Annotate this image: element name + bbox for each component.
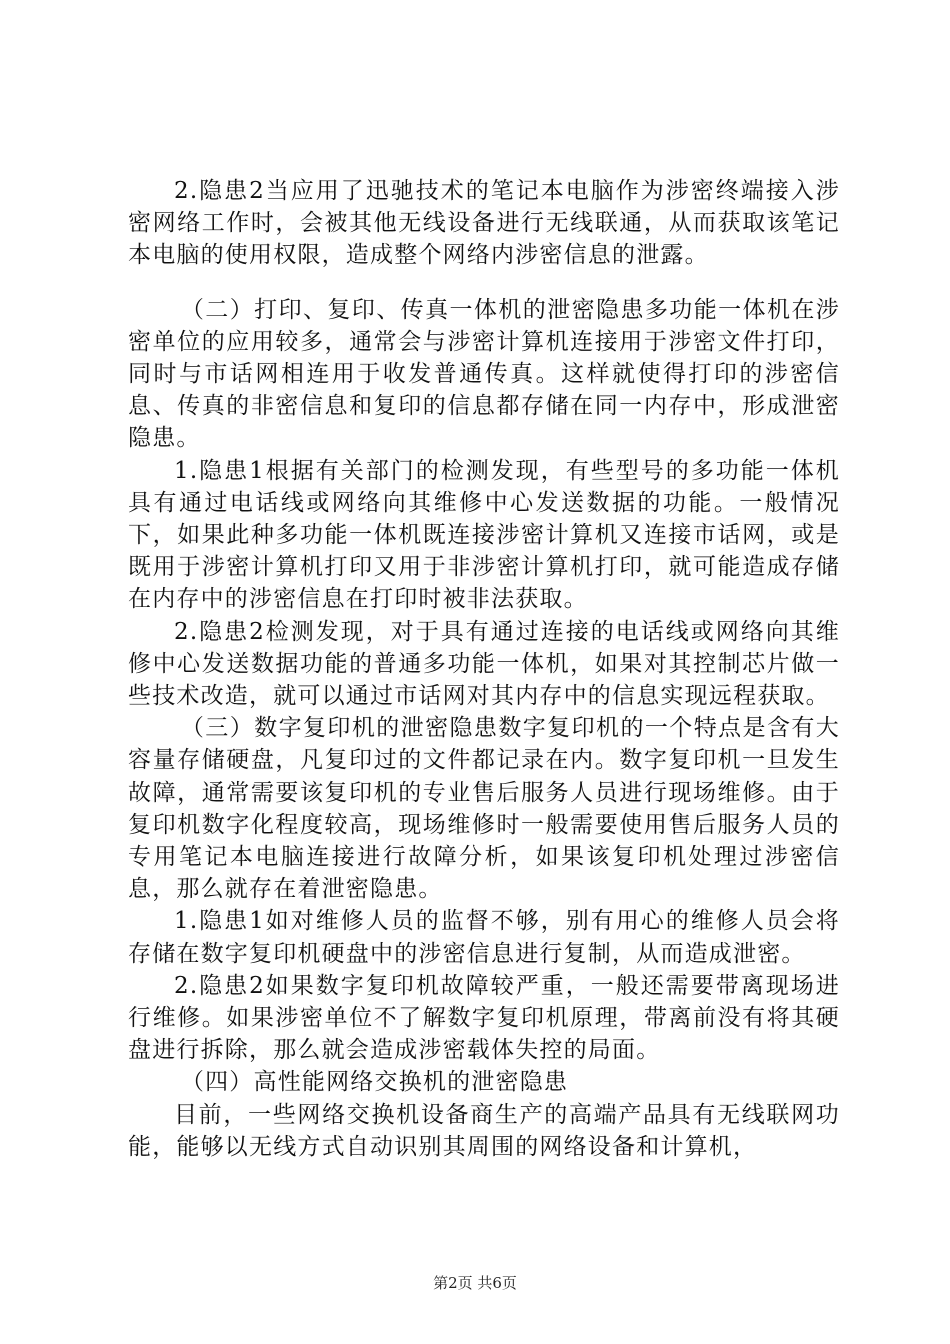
paragraph-copier-hidden-danger-1: 1.隐患1如对维修人员的监督不够，别有用心的维修人员会将存储在数字复印机硬盘中的涉密信息进行复制，从而造成泄密。 [128,908,840,967]
paragraph-printer-hidden-danger-1: 1.隐患1根据有关部门的检测发现，有些型号的多功能一体机具有通过电话线或网络向其维修中心发送数据的功能。一般情况下，如果此种多功能一体机既连接涉密计算机又连接市话网，或是既用于涉密计算机打印又用于非涉密计算机打印，就可能造成存储在内存中的涉密信息在打印时被非法获取。 [128,457,840,613]
paragraph-network-switch-intro: 目前，一些网络交换机设备商生产的高端产品具有无线联网功能，能够以无线方式自动识别其周围的网络设备和计算机， [128,1101,840,1160]
paragraph-printer-hidden-danger-2: 2.隐患2检测发现，对于具有通过连接的电话线或网络向其维修中心发送数据功能的普通多功能一体机，如果对其控制芯片做一些技术改造，就可以通过市话网对其内存中的信息实现远程获取。 [128,618,840,710]
page-footer: 第2页 共6页 [433,1274,517,1292]
paragraph-copier-hidden-danger-2: 2.隐患2如果数字复印机故障较严重，一般还需要带离现场进行维修。如果涉密单位不了解数字复印机原理，带离前没有将其硬盘进行拆除，那么就会造成涉密载体失控的局面。 [128,972,840,1064]
section-heading-multifunction-printer: （二）打印、复印、传真一体机的泄密隐患多功能一体机在涉密单位的应用较多，通常会与涉密计算机连接用于涉密文件打印，同时与市话网相连用于收发普通传真。这样就使得打印的涉密信息、传真的非密信息和复印的信息都存储在同一内存中，形成泄密隐患。 [128,296,840,452]
document-body [128,175,840,1163]
paragraph-gap [128,272,840,294]
section-heading-digital-copier: （三）数字复印机的泄密隐患数字复印机的一个特点是含有大容量存储硬盘，凡复印过的文件都记录在内。数字复印机一旦发生故障，通常需要该复印机的专业售后服务人员进行现场维修。由于复印机数字化程度较高，现场维修时一般需要使用售后服务人员的专用笔记本电脑连接进行故障分析，如果该复印机处理过涉密信息，那么就存在着泄密隐患。 [128,715,840,903]
paragraph-hidden-danger-2-laptop: 2.隐患2当应用了迅驰技术的笔记本电脑作为涉密终端接入涉密网络工作时，会被其他无线设备进行无线联通，从而获取该笔记本电脑的使用权限，造成整个网络内涉密信息的泄露。 [128,178,840,269]
section-heading-network-switch: （四）高性能网络交换机的泄密隐患 [180,1069,569,1096]
